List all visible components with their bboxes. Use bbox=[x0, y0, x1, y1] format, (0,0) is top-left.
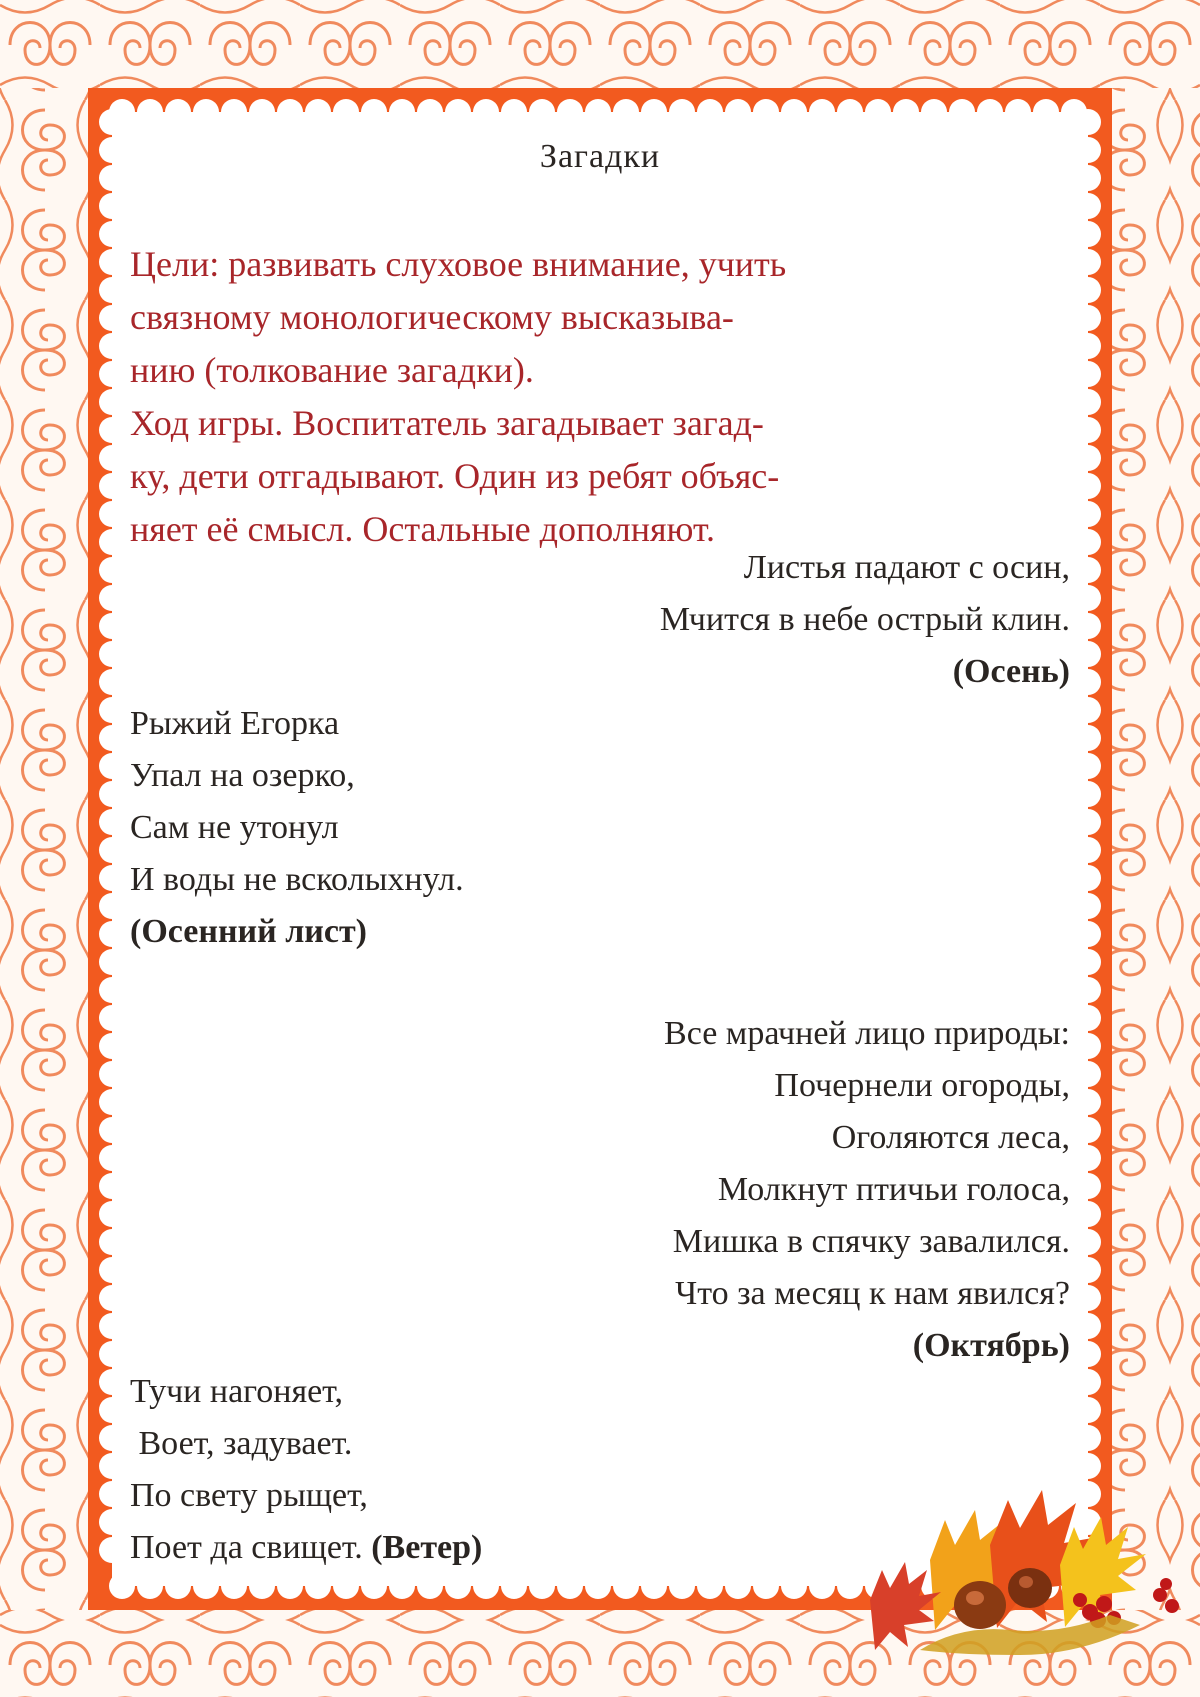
riddle-line: И воды не всколыхнул. bbox=[130, 861, 464, 898]
goals-line: Ход игры. Воспитатель загадывает загад- bbox=[130, 403, 764, 443]
riddle-answer: (Октябрь) bbox=[912, 1327, 1070, 1364]
goals-line: нию (толкование загадки). bbox=[130, 350, 534, 390]
riddle-line: По свету рыщет, bbox=[130, 1477, 368, 1514]
riddle-answer: (Осень) bbox=[952, 653, 1070, 690]
riddle-line: Молкнут птичьи голоса, bbox=[717, 1171, 1070, 1208]
riddle-line: Мчится в небе острый клин. bbox=[659, 601, 1070, 638]
riddle-line: Все мрачней лицо природы: bbox=[664, 1015, 1070, 1052]
riddle-line: Воет, задувает. bbox=[130, 1425, 353, 1462]
riddle-line: Мишка в спячку завалился. bbox=[672, 1223, 1070, 1260]
riddle-line: Упал на озерко, bbox=[130, 757, 355, 794]
riddle-autumn bbox=[660, 542, 1070, 698]
goals-line: ку, дети отгадывают. Один из ребят объяс- bbox=[130, 456, 780, 496]
riddle-line: Рыжий Егорка bbox=[130, 705, 340, 742]
riddle-answer: (Ветер) bbox=[371, 1529, 483, 1566]
riddle-autumn-leaf bbox=[130, 698, 464, 958]
riddle-line: Листья падают с осин, bbox=[743, 549, 1070, 586]
riddle-line-with-answer bbox=[130, 1522, 482, 1574]
riddle-line: Оголяются леса, bbox=[831, 1119, 1070, 1156]
riddle-line: Сам не утонул bbox=[130, 809, 339, 846]
goals-line: няет её смысл. Остальные дополняют. bbox=[130, 509, 715, 549]
goals-line: Цели: развивать слуховое внимание, учить bbox=[130, 244, 787, 284]
riddle-october bbox=[664, 1008, 1070, 1372]
goals-line: связному монологическому высказыва- bbox=[130, 297, 734, 337]
goals-description bbox=[130, 238, 786, 556]
page-title: Загадки bbox=[539, 138, 661, 175]
riddle-wind bbox=[130, 1366, 482, 1574]
riddle-line: Что за месяц к нам явился? bbox=[675, 1275, 1070, 1312]
riddle-line: Почернели огороды, bbox=[774, 1067, 1070, 1104]
riddle-line: Поет да свищет. bbox=[130, 1529, 363, 1566]
riddle-answer: (Осенний лист) bbox=[130, 913, 368, 950]
riddle-line: Тучи нагоняет, bbox=[130, 1373, 343, 1410]
